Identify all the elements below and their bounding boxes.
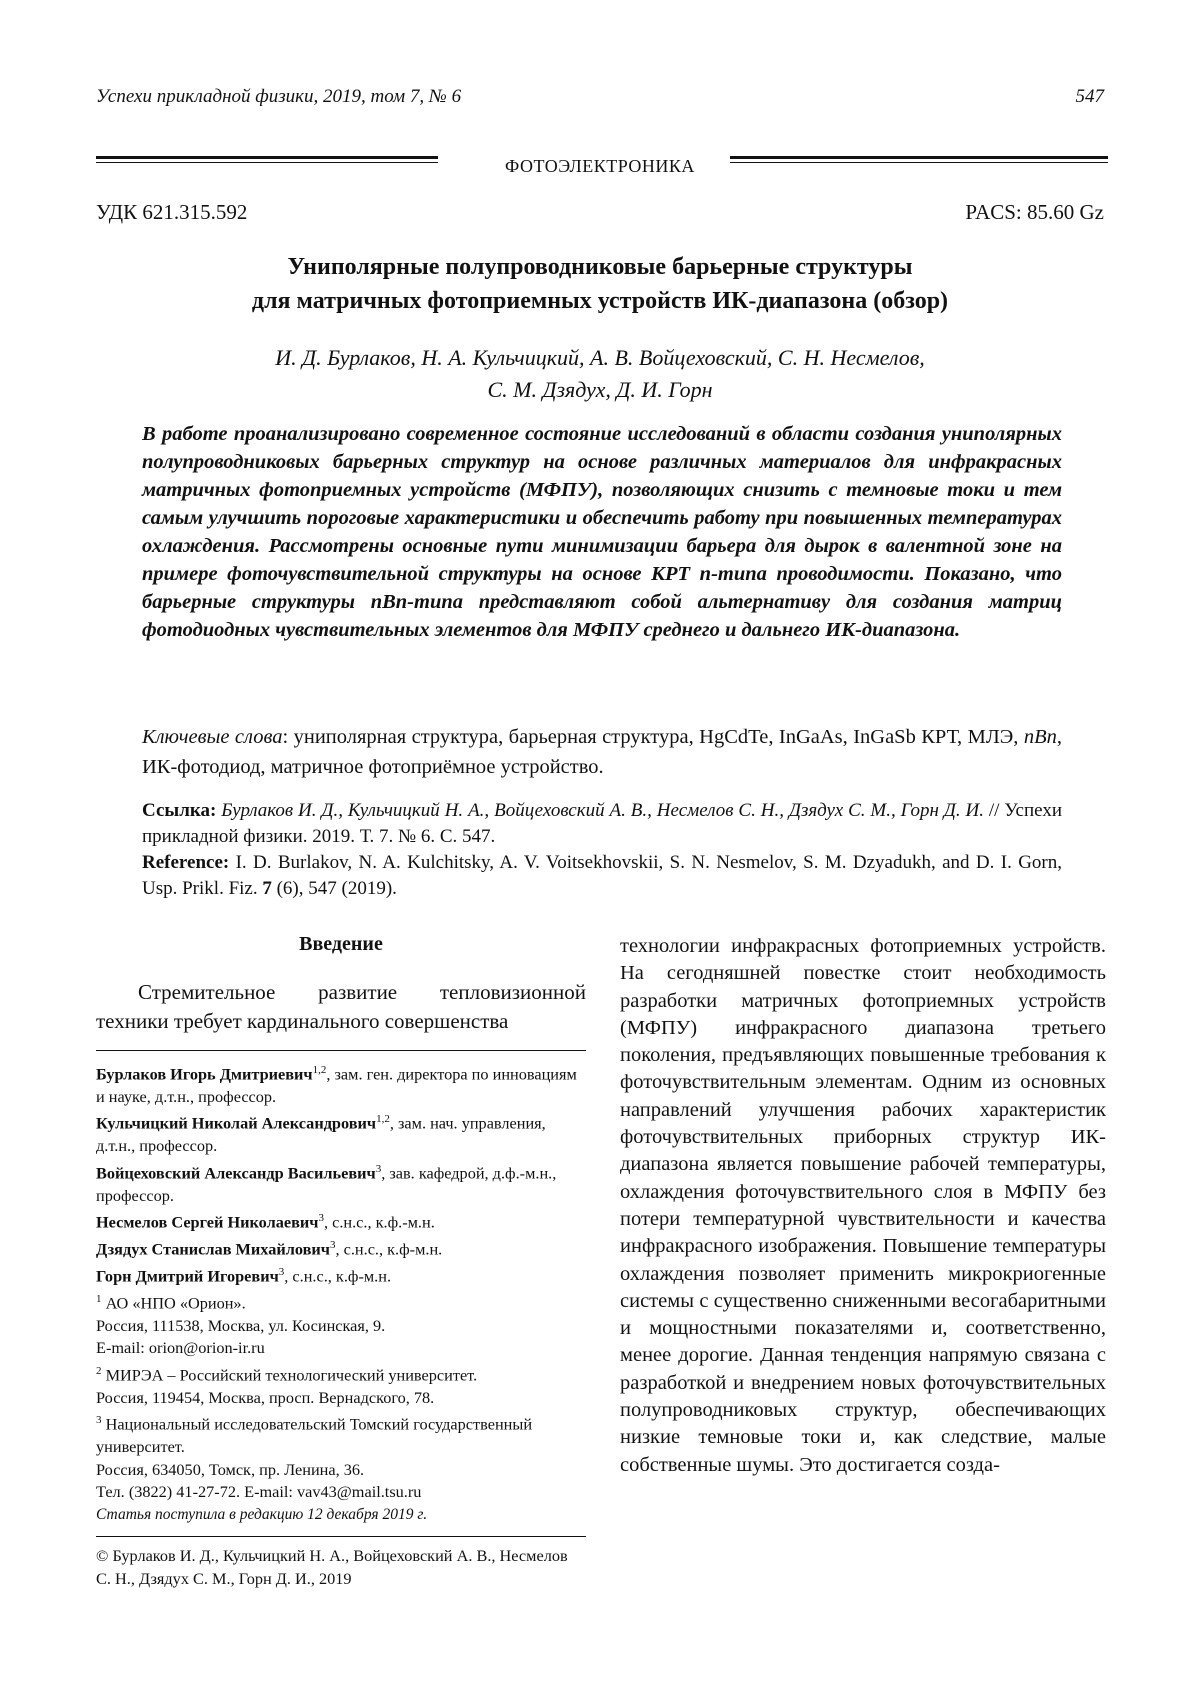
intro-text-right: технологии инфракрасных фотоприемных устройств. На сегодняшней повестке стоит необходимость разработки матричных фотоприемных устройств (МФПУ) инфракрасного диапазона третьего поколения, предъявляющих повышенные требования к фоточувствительным элементам. Одним из основных направлений улучшения рабочих характеристик фоточувствительных приборных структур ИК-диапазона является повышение рабочей температуры, охлаждения фоточувствительного слоя в МФПУ без потери температурной чувствительности и качества инфракрасного изображения. Повышение температуры охлаждения позволяет применить микрокриогенные системы с существенно сниженными весогабаритными и мощностными показателями и, соответственно, менее дорогие. Данная тенденция напрямую связана с разработкой и внедрением новых фоточувствительных полупроводниковых структур, обеспечивающих низкие темновые токи и, как следствие, малые собственные шумы. Это достигается созда- — [620, 933, 1106, 1479]
udc-code: УДК 621.315.592 — [96, 200, 247, 225]
page-number: 547 — [1076, 86, 1105, 108]
footnote-divider — [96, 1050, 586, 1051]
citation-ru-label: Ссылка: — [142, 800, 216, 821]
citation-en-volume: 7 — [262, 878, 272, 899]
abstract: В работе проанализировано современное состояние исследований в области создания униполярных полупроводниковых барьерных структур на основе различных материалов для инфракрасных матричных фотоприемных устройств (МФПУ), позволяющих снизить с темновые токи и тем самым улучшить пороговые характеристики и обеспечить работу при повышенных температурах охлаждения. Рассмотрены основные пути минимизации барьера для дырок в валентной зоне на примере фоточувствительной структуры на основе КРТ n-типа проводимости. Показано, что барьерные структуры nBn-типа представляют собой альтернативу для создания матриц фотодиодных чувствительных элементов для МФПУ среднего и дальнего ИК-диапазона. — [142, 420, 1062, 644]
author-info: , зав. кафедрой, д.ф.-м.н., профессор. — [96, 1163, 556, 1205]
org-email: E-mail: orion@orion-ir.ru — [96, 1337, 586, 1360]
author-name: Горн Дмитрий Игоревич — [96, 1267, 279, 1286]
author-info: , с.н.с., к.ф-м.н. — [284, 1267, 391, 1286]
footnote-author — [96, 1158, 586, 1207]
affiliation-sup: 1,2 — [376, 1113, 390, 1125]
keywords-text-1: : униполярная структура, барьерная структура, HgCdTe, InGaAs, InGaSb КРТ, МЛЭ, — [282, 726, 1023, 748]
author-footnotes — [96, 1059, 586, 1526]
footnote-org — [96, 1360, 586, 1387]
footnote-author — [96, 1261, 586, 1288]
left-column — [96, 933, 586, 1590]
org-name: Национальный исследовательский Томский государственный университет. — [96, 1415, 532, 1457]
footnote-org — [96, 1409, 586, 1458]
authors-line-1: И. Д. Бурлаков, Н. А. Кульчицкий, А. В. Войцеховский, С. Н. Несмелов, — [96, 342, 1104, 374]
citation-ru-source: // Успехи прикладной физики. 2019. Т. 7. № 6. С. 547. — [142, 800, 1062, 847]
keywords — [142, 722, 1062, 782]
org-name: МИРЭА – Российский технологический университет. — [102, 1365, 478, 1384]
header-rule-right — [730, 156, 1108, 163]
citation-ru — [142, 798, 1062, 850]
article-title — [96, 250, 1104, 318]
author-name: Дзядух Станислав Михайлович — [96, 1240, 330, 1259]
author-name: Несмелов Сергей Николаевич — [96, 1213, 318, 1232]
affiliation-sup: 1 — [96, 1293, 102, 1305]
affiliation-sup: 1,2 — [313, 1064, 327, 1076]
author-info: , с.н.с., к.ф.-м.н. — [324, 1213, 435, 1232]
author-info: , с.н.с., к.ф-м.н. — [335, 1240, 442, 1259]
authors-line-2: С. М. Дзядух, Д. И. Горн — [96, 374, 1104, 406]
org-address: Россия, 634050, Томск, пр. Ленина, 36. — [96, 1459, 586, 1482]
copyright: © Бурлаков И. Д., Кульчицкий Н. А., Войцеховский А. В., Несмелов С. Н., Дзядух С. М., Горн Д. И., 2019 — [96, 1545, 586, 1590]
citation-en-text: I. D. Burlakov, N. A. Kulchitsky, A. V. Voitsekhovskii, S. N. Nesmelov, S. M. Dzyadukh, and D. I. Gorn, Usp. Prikl. Fiz. — [142, 852, 1062, 899]
affiliation-sup: 3 — [330, 1239, 336, 1251]
title-line-2: для матричных фотоприемных устройств ИК-диапазона (обзор) — [96, 284, 1104, 318]
author-name: Войцеховский Александр Васильевич — [96, 1163, 376, 1182]
citation-en-label: Reference: — [142, 852, 229, 873]
citation-ru-authors: Бурлаков И. Д., Кульчицкий Н. А., Войцеховский А. В., Несмелов С. Н., Дзядух С. М., Горн Д. И. — [221, 800, 984, 821]
org-name: АО «НПО «Орион». — [102, 1293, 246, 1312]
citation-block — [142, 798, 1062, 902]
intro-heading: Введение — [96, 933, 586, 956]
author-name: Бурлаков Игорь Дмитриевич — [96, 1064, 313, 1083]
org-address: Россия, 119454, Москва, просп. Вернадского, 78. — [96, 1387, 586, 1410]
pacs-code: PACS: 85.60 Gz — [965, 200, 1104, 225]
author-info: , зам. ген. директора по инновациям и науке, д.т.н., профессор. — [96, 1064, 577, 1106]
affiliation-sup: 3 — [318, 1212, 324, 1224]
section-label: ФОТОЭЛЕКТРОНИКА — [0, 156, 1200, 177]
author-name: Кульчицкий Николай Александрович — [96, 1114, 376, 1133]
title-line-1: Униполярные полупроводниковые барьерные структуры — [96, 250, 1104, 284]
citation-en — [142, 850, 1062, 902]
footnote-org — [96, 1288, 586, 1315]
affiliation-sup: 2 — [96, 1365, 102, 1377]
footnote-author — [96, 1207, 586, 1234]
running-head: Успехи прикладной физики, 2019, том 7, № 6 — [96, 86, 461, 108]
keywords-italic-term: nBn — [1024, 726, 1057, 748]
author-info: , зам. нач. управления, д.т.н., профессор. — [96, 1114, 546, 1156]
intro-text-left: Стремительное развитие тепловизионной техники требует кардинального совершенства — [96, 978, 586, 1036]
affiliation-sup: 3 — [96, 1414, 102, 1426]
author-list — [96, 342, 1104, 406]
keywords-label: Ключевые слова — [142, 726, 282, 748]
affiliation-sup: 3 — [279, 1266, 285, 1278]
footnote-author — [96, 1108, 586, 1157]
affiliation-sup: 3 — [376, 1163, 382, 1175]
citation-en-text-end: (6), 547 (2019). — [272, 878, 397, 899]
keywords-text-2: , ИК-фотодиод, матричное фотоприёмное устройство. — [142, 726, 1062, 778]
copyright-divider — [96, 1536, 586, 1537]
org-address: Россия, 111538, Москва, ул. Косинская, 9. — [96, 1315, 586, 1338]
footnote-author — [96, 1234, 586, 1261]
received-date: Статья поступила в редакцию 12 декабря 2019 г. — [96, 1504, 586, 1527]
footnote-author — [96, 1059, 586, 1108]
org-contact: Тел. (3822) 41-27-72. E-mail: vav43@mail.tsu.ru — [96, 1481, 586, 1504]
